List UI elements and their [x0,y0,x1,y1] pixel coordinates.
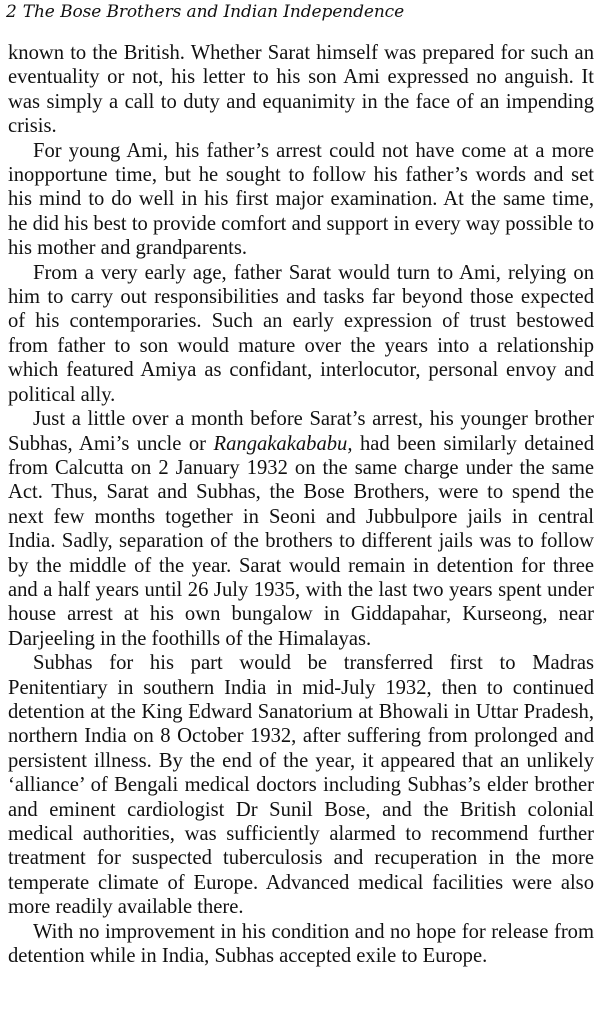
paragraph-5-text: Subhas for his part would be transferred first to Madras Penitentiary in southern India in mid-July 1932, then to continued detention at the King Edward Sanatorium at Bhowali in Uttar Pradesh, northern India on 8 October 1932, after suffering from prolonged and persistent illness. By the end of the year, it appeared that an unlikely ‘alliance’ of Bengali medical doctors including Subhas’s elder brother and eminent cardiologist Dr Sunil Bose, and the British colonial medical authorities, was sufficiently alarmed to recommend further treatment for suspected tuberculosis and recuperation in the more temperate climate of Europe. Advanced medical facilities were also more readily available there. [8,652,594,919]
paragraph-3 [8,261,594,407]
paragraph-2-text: For young Ami, his father’s arrest could not have come at a more inopportune time, but he sought to follow his father’s words and set his mind to do well in his first major examination. At the same time, he did his best to provide comfort and support in every way possible to his mother and grandparents. [8,139,594,260]
paragraph-4 [8,407,594,651]
body-text [8,41,594,968]
running-header [6,2,404,22]
paragraph-3-text: From a very early age, father Sarat would turn to Ami, relying on him to carry out responsibilities and tasks far beyond those expected of his contemporaries. Such an early expression of trust bestowed from father to son would mature over the years into a relationship which featured Amiya as confidant, interlocutor, personal envoy and political ally. [8,261,594,406]
running-title: The Bose Brothers and Indian Independence [22,2,405,22]
paragraph-1 [8,41,594,139]
paragraph-1-text: known to the British. Whether Sarat himself was prepared for such an eventuality or not, his letter to his son Ami expressed no anguish. It was simply a call to duty and equanimity in the face of an impending crisis. [8,42,594,138]
paragraph-6 [8,920,594,969]
paragraph-5 [8,651,594,919]
paragraph-6-text: With no improvement in his condition and no hope for release from detention while in India, Subhas accepted exile to Europe. [8,920,594,968]
paragraph-2 [8,139,594,261]
paragraph-4-italic-term: Rangakakababu, [213,432,353,455]
page-number: 2 [6,2,17,22]
paragraph-4-text-after: had been similarly detained from Calcutta on 2 January 1932 on the same charge under the same Act. Thus, Sarat and Subhas, the Bose Brothers, were to spend the next few months together in Seoni and Jubbulpore jails in central India. Sadly, separation of the brothers to different jails was to follow by the middle of the year. Sarat would remain in detention for three and a half years until 26 July 1935, with the last two years spent under house arrest at his own bungalow in Giddapahar, Kurseong, near Darjeeling in the foothills of the Himalayas. [8,432,594,650]
paragraph-4-text-before: Just a little over a month before Sarat’s arrest, his younger brother Subhas, Ami’s uncle or [8,408,594,455]
